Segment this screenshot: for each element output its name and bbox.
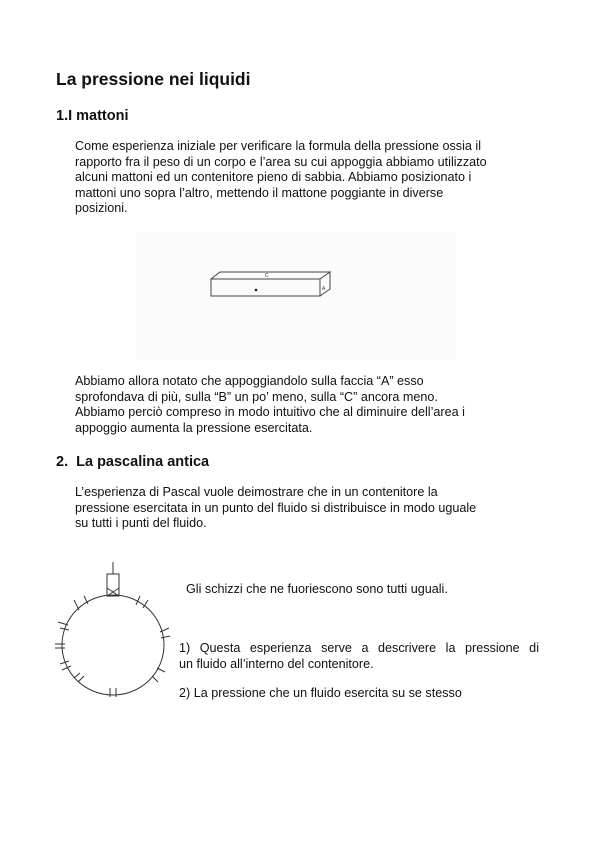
section1-intro-paragraph (75, 139, 487, 217)
brick-figure (136, 232, 456, 360)
paragraph-line: Abbiamo allora notato che appoggiandolo sulla faccia “A” esso (75, 374, 424, 388)
face-c-label: C (265, 273, 269, 279)
paragraph-line: pressione esercitata in un punto del fluido si distribuisce in modo uguale (75, 500, 477, 515)
paragraph-line: su tutti i punti del fluido. (75, 516, 207, 531)
pascal-sphere-figure (52, 560, 172, 700)
face-a-label: A (322, 286, 326, 292)
paragraph-line: posizioni. (75, 201, 128, 216)
paragraph-line: Come esperienza iniziale per verificare la formula della pressione ossia il (75, 139, 481, 153)
section1-result-paragraph (75, 374, 465, 436)
paragraph-line: rapporto fra il peso di un corpo e l’area su cui appoggia abbiamo utilizzato (75, 154, 487, 169)
paragraph-line: L’esperienza di Pascal vuole deimostrare che in un contenitore la (75, 485, 438, 499)
sphere-container (62, 595, 164, 695)
paragraph-line: mattoni uno sopra l’altro, mettendo il mattone poggiante in diverse (75, 185, 444, 200)
section2-number: 2. (56, 454, 69, 470)
paragraph-line: un fluido all’interno del contenitore. (179, 656, 374, 671)
paragraph-line: Abbiamo perciò compreso in modo intuitivo che al diminuire dell’area i (75, 405, 465, 420)
point1-paragraph (179, 641, 539, 672)
page-title: La pressione nei liquidi (56, 69, 251, 89)
paragraph-line: alcuni mattoni ed un contenitore pieno di sabbia. Abbiamo posizionato i (75, 170, 472, 185)
section1-heading: 1.I mattoni (56, 108, 129, 124)
piston-cylinder (107, 574, 119, 596)
brick-front-face (211, 279, 320, 296)
section2-intro-paragraph (75, 485, 476, 532)
section2-heading (56, 454, 209, 470)
paragraph-line: 1) Questa esperienza serve a descrivere la pressione di (179, 641, 539, 655)
paragraph-line: appoggio aumenta la pressione esercitata. (75, 420, 313, 435)
section2-title: La pascalina antica (76, 454, 210, 470)
face-b-marker (255, 289, 258, 292)
point2-text: 2) La pressione che un fluido esercita su se stesso (179, 686, 462, 700)
observation-text: Gli schizzi che ne fuoriescono sono tutti uguali. (186, 582, 448, 596)
brick-top-face (211, 272, 330, 279)
paragraph-line: sprofondava di più, sulla “B” un po’ meno, sulla “C” ancora meno. (75, 389, 438, 404)
pascal-sphere-drawing (52, 560, 172, 700)
brick-drawing (136, 232, 456, 360)
